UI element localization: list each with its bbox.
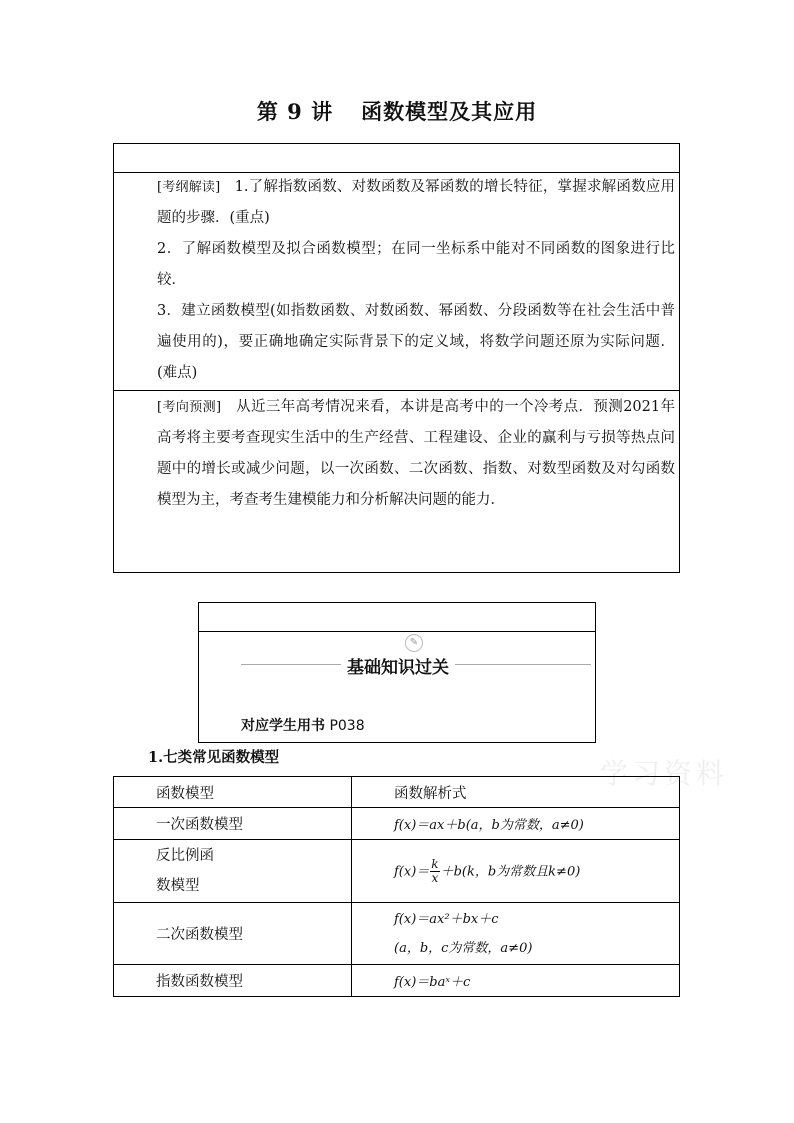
model-name: 一次函数模型 xyxy=(114,808,352,840)
table-row xyxy=(114,903,680,965)
table-row xyxy=(114,840,680,903)
outline-line-3: 3．建立函数模型(如指数函数、对数函数、幂函数、分段函数等在社会生活中普遍使用的)，要正确地确定实际背景下的定义域，将数学问题还原为实际问题．(难点) xyxy=(157,303,675,381)
outline-paragraph xyxy=(157,172,675,389)
forecast-text: 从近三年高考情况来看，本讲是高考中的一个冷考点．预测2021年高考将主要考查现实生活中的生产经营、工程建设、企业的赢利与亏损等热点问题中的增长或减少问题，以一次函数、二次函数、指数、对数型函数及对勾函数模型为主，考查考生建模能力和分析解决问题的能力． xyxy=(157,399,675,508)
outline-tag: [考纲解读] xyxy=(157,180,221,195)
outline-line-1: 1.了解指数函数、对数函数及幂函数的增长特征，掌握求解函数应用题的步骤．(重点) xyxy=(157,179,675,226)
outline-line-2: 2．了解函数模型及拟合函数模型；在同一坐标系中能对不同函数的图象进行比较． xyxy=(157,241,675,288)
subsection-heading: 1.七类常见函数模型 xyxy=(148,749,280,766)
model-name: 指数函数模型 xyxy=(114,965,352,997)
model-formula: f(x)＝ax＋b(a，b为常数，a≠0) xyxy=(394,818,584,833)
syllabus-box xyxy=(113,143,680,573)
table-row xyxy=(114,808,680,840)
model-name: 反比例函 数模型 xyxy=(114,840,352,903)
fraction: $\frac{k}{x}$ xyxy=(431,856,439,885)
header-model: 函数模型 xyxy=(114,777,352,808)
lecture-topic: 函数模型及其应用 xyxy=(361,99,538,124)
forecast-tag: [考向预测] xyxy=(157,400,222,415)
model-formula: f(x)＝baˣ＋c xyxy=(394,975,471,990)
section-heading: 基础知识过关 xyxy=(199,653,597,678)
page-title xyxy=(0,96,794,126)
watermark: 学习资料 xyxy=(600,757,729,790)
model-name: 二次函数模型 xyxy=(114,903,352,965)
lecture-number: 第 9 讲 xyxy=(256,99,334,124)
divider xyxy=(199,631,595,632)
table-header-row xyxy=(114,777,680,808)
model-formula: f(x)＝ax²＋bx＋c (a，b，c为常数，a≠0) xyxy=(352,903,680,965)
header-formula: 函数解析式 xyxy=(352,777,680,808)
forecast-paragraph xyxy=(157,392,675,516)
function-models-table xyxy=(113,776,680,997)
model-formula: f(x)＝ $\frac{k}{x}$ ＋b(k，b为常数且k≠0) xyxy=(352,840,680,903)
table-row xyxy=(114,965,680,997)
pen-icon: ✎ xyxy=(405,634,423,652)
divider xyxy=(114,390,679,391)
section-banner xyxy=(198,602,596,743)
student-book-ref: 对应学生用书 P038 xyxy=(241,718,365,734)
